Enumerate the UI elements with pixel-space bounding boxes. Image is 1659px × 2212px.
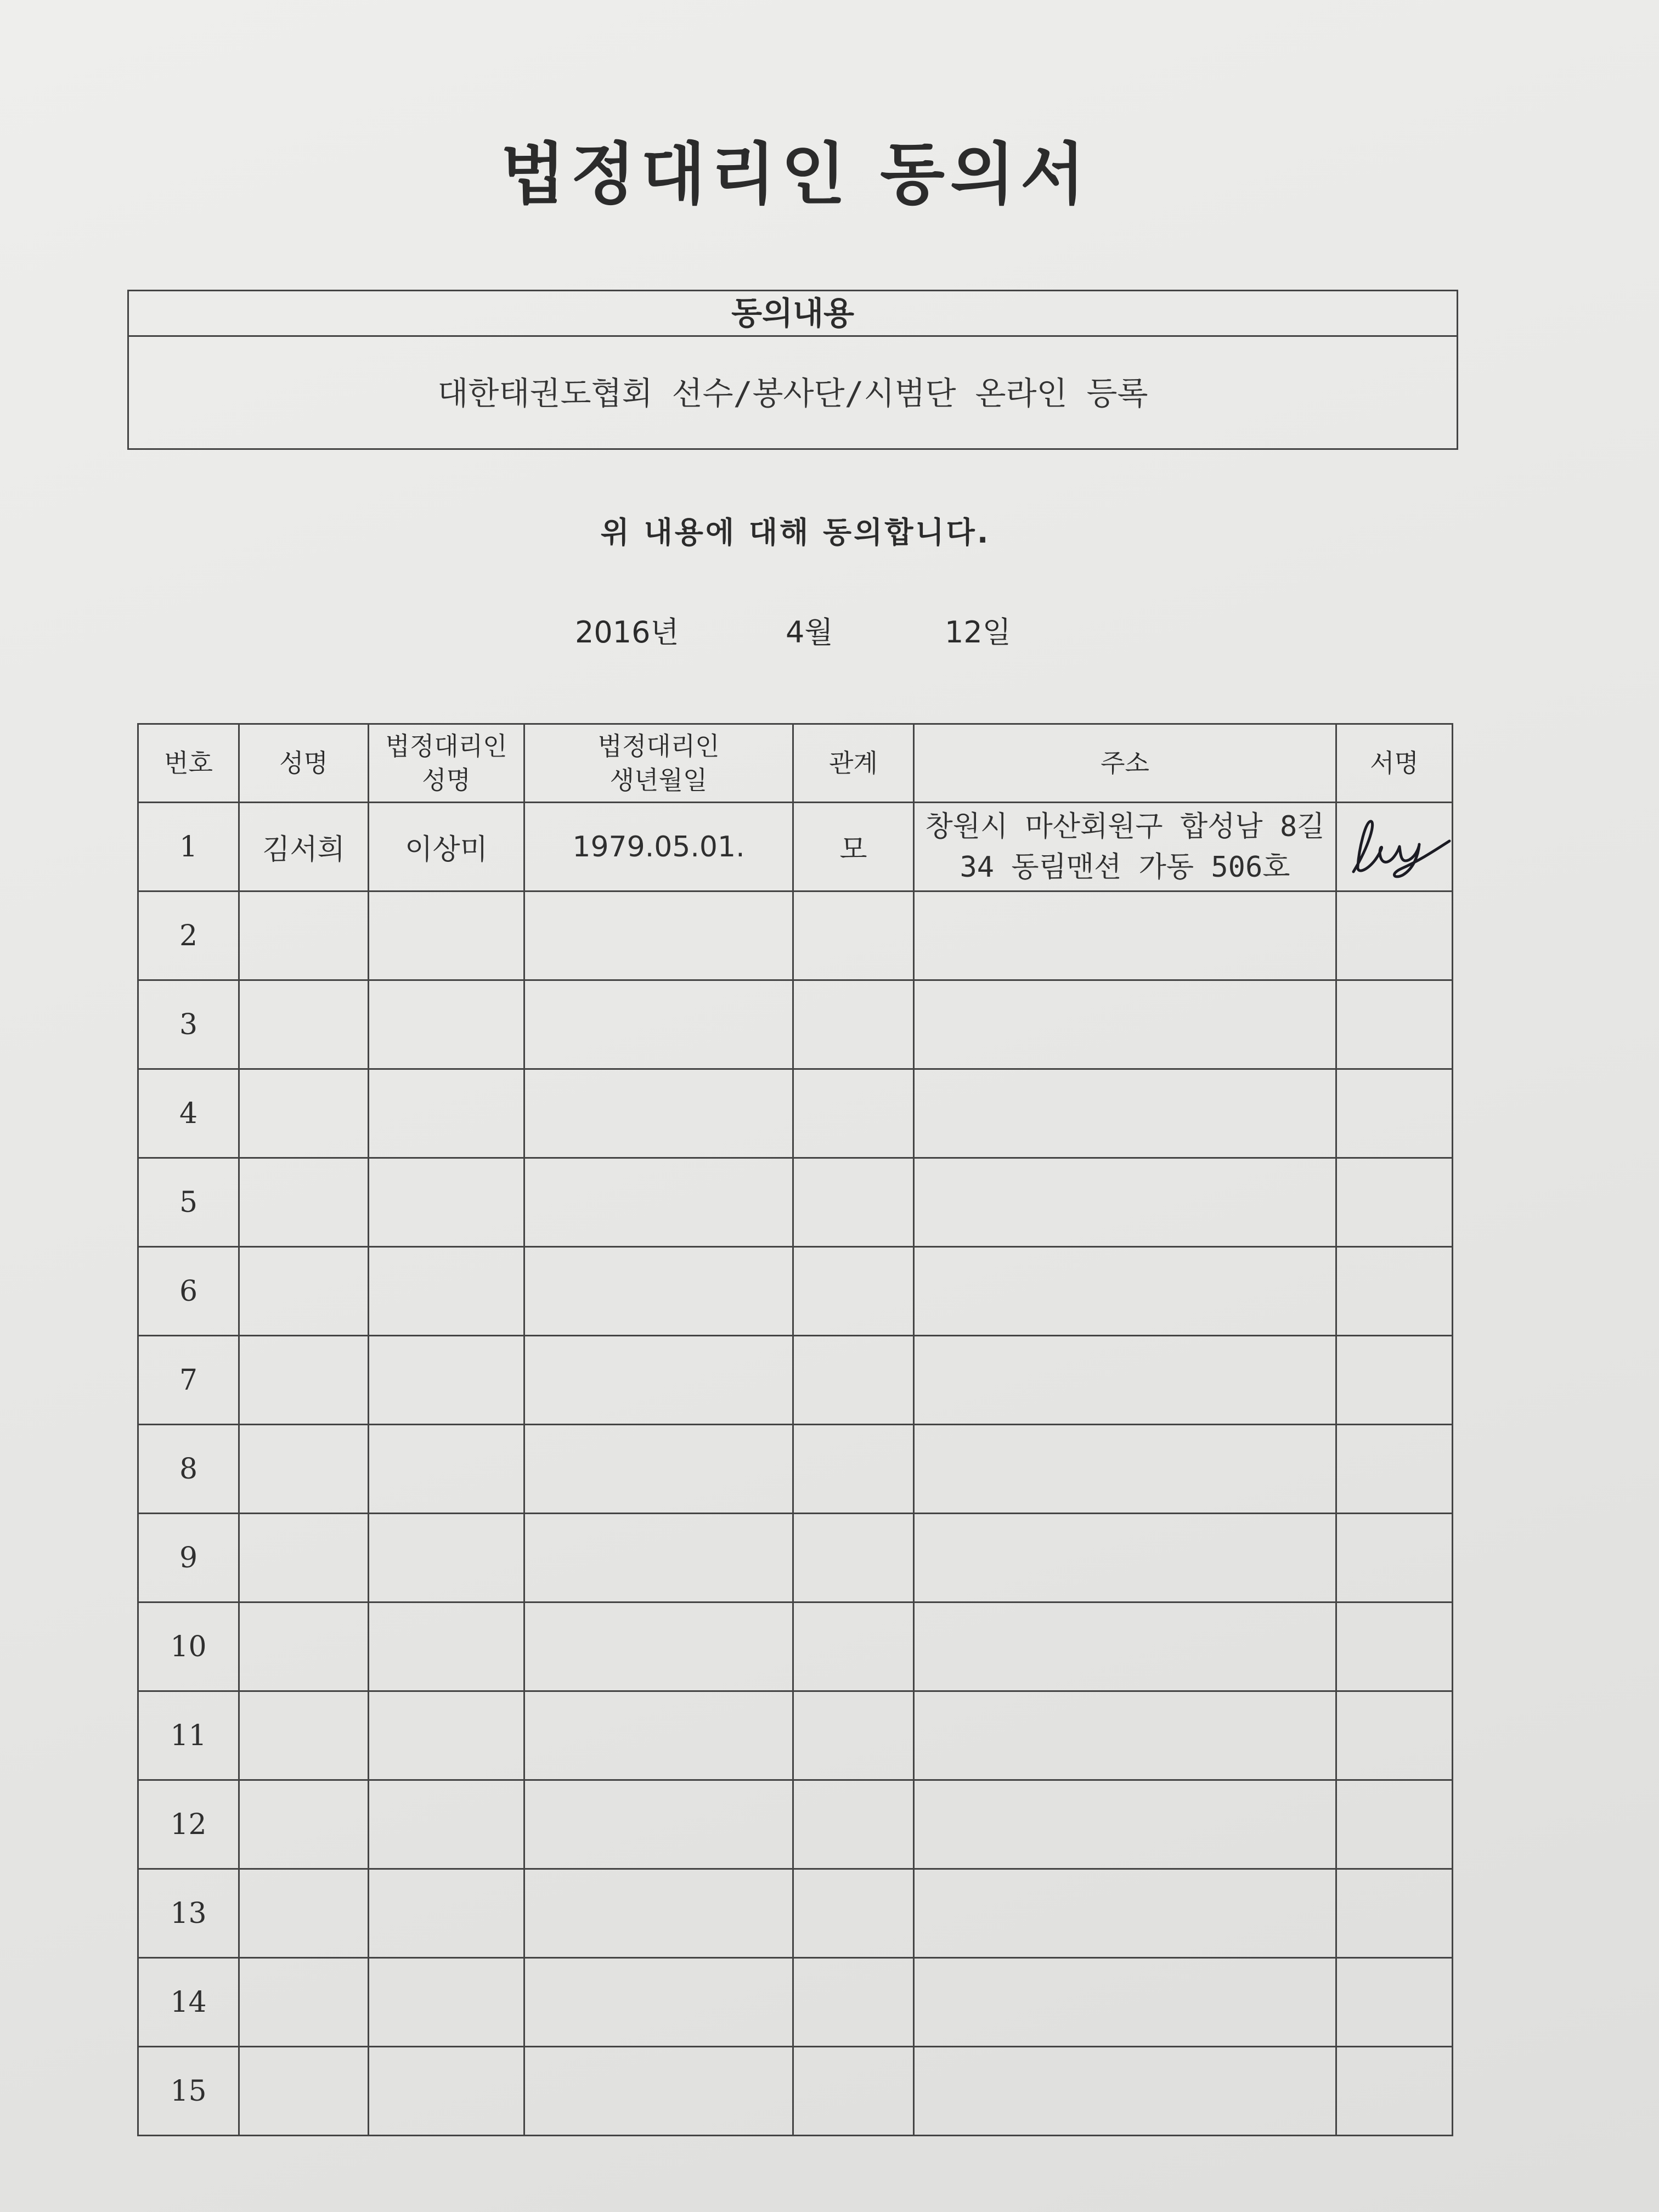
row-guardian-name [369,1514,524,1602]
row-guardian-name [369,1958,524,2047]
table-row [138,891,1453,980]
header-guardian-birth-line2: 생년월일 [610,765,708,795]
row-signature [1336,1869,1453,1958]
row-address [914,1780,1336,1869]
row-address [914,891,1336,980]
row-guardian-name [369,2047,524,2136]
document-title: 법정대리인 동의서 [500,136,1091,213]
row-signature [1336,1780,1453,1869]
row-guardian-birth: 1979.05.01. [524,803,793,891]
row-address [914,2047,1336,2136]
consent-box [127,290,1458,450]
row-relation [793,1336,914,1425]
row-address [914,1514,1336,1602]
table-row [138,980,1453,1069]
row-guardian-birth [524,1247,793,1336]
row-signature [1336,1602,1453,1691]
row-guardian-birth [524,1602,793,1691]
row-name [239,1602,369,1691]
row-guardian-name [369,1336,524,1425]
table-row [138,1869,1453,1958]
row-name [239,1247,369,1336]
row-relation [793,1958,914,2047]
row-address [914,1869,1336,1958]
row-number: 9 [138,1514,239,1602]
row-relation [793,1425,914,1514]
header-address: 주소 [914,724,1336,803]
row-guardian-name [369,1780,524,1869]
row-address [914,803,1336,891]
row-guardian-birth [524,1069,793,1158]
header-guardian-name-line1: 법정대리인 [385,731,507,761]
row-relation [793,1158,914,1247]
row-signature [1336,1425,1453,1514]
handwritten-signature [1337,811,1452,883]
row-relation [793,1869,914,1958]
table-row [138,1514,1453,1602]
table-row [138,1425,1453,1514]
row-number: 10 [138,1602,239,1691]
row-relation [793,1247,914,1336]
row-name [239,2047,369,2136]
header-name: 성명 [239,724,369,803]
row-signature [1336,1514,1453,1602]
row-relation [793,1514,914,1602]
row-address [914,1691,1336,1780]
table-row [138,1247,1453,1336]
header-relation: 관계 [793,724,914,803]
row-guardian-birth [524,1780,793,1869]
table-row [138,1336,1453,1425]
consent-header: 동의내용 [129,291,1457,337]
row-name [239,980,369,1069]
row-number: 1 [138,803,239,891]
guardian-consent-table [137,723,1453,2136]
row-guardian-name [369,980,524,1069]
row-signature [1336,1336,1453,1425]
row-signature [1336,1691,1453,1780]
row-relation: 모 [793,803,914,891]
row-address [914,1425,1336,1514]
row-name: 김서희 [239,803,369,891]
row-name [239,1336,369,1425]
row-address-line2: 34 동림맨션 가동 506호 [960,850,1290,884]
row-relation [793,1780,914,1869]
row-name [239,891,369,980]
row-relation [793,980,914,1069]
header-guardian-name [369,724,524,803]
row-guardian-name [369,1425,524,1514]
row-guardian-birth [524,1425,793,1514]
row-relation [793,1691,914,1780]
row-relation [793,891,914,980]
row-guardian-name [369,1069,524,1158]
header-guardian-birth-line1: 법정대리인 [597,731,720,761]
row-number: 3 [138,980,239,1069]
row-signature [1336,1069,1453,1158]
table-row [138,1691,1453,1780]
row-name [239,1780,369,1869]
row-address [914,980,1336,1069]
row-number: 15 [138,2047,239,2136]
row-number: 4 [138,1069,239,1158]
row-signature [1336,891,1453,980]
row-address [914,1336,1336,1425]
row-signature [1336,2047,1453,2136]
row-name [239,1691,369,1780]
table-row [138,1780,1453,1869]
row-name [239,1158,369,1247]
row-number: 11 [138,1691,239,1780]
row-signature [1336,803,1453,891]
row-number: 13 [138,1869,239,1958]
table-row [138,803,1453,891]
row-guardian-birth [524,1691,793,1780]
row-signature [1336,1958,1453,2047]
header-guardian-birth [524,724,793,803]
row-address [914,1158,1336,1247]
row-signature [1336,1247,1453,1336]
row-number: 5 [138,1158,239,1247]
row-guardian-birth [524,1958,793,2047]
row-address [914,1069,1336,1158]
row-address [914,1602,1336,1691]
date-day: 12일 [945,615,1011,650]
row-name [239,1425,369,1514]
row-guardian-birth [524,2047,793,2136]
row-guardian-birth [524,891,793,980]
table-row [138,1069,1453,1158]
header-number: 번호 [138,724,239,803]
date-year: 2016년 [575,615,679,650]
agree-statement: 위 내용에 대해 동의합니다. [600,515,991,550]
row-number: 8 [138,1425,239,1514]
table-row [138,1958,1453,2047]
row-number: 6 [138,1247,239,1336]
row-number: 2 [138,891,239,980]
table-row [138,2047,1453,2136]
row-guardian-name [369,1158,524,1247]
row-name [239,1958,369,2047]
row-relation [793,1069,914,1158]
row-guardian-name [369,1691,524,1780]
row-name [239,1069,369,1158]
date-month: 4월 [786,615,833,650]
row-address [914,1247,1336,1336]
row-name [239,1514,369,1602]
row-guardian-name [369,1602,524,1691]
row-number: 7 [138,1336,239,1425]
row-guardian-birth [524,980,793,1069]
row-signature [1336,1158,1453,1247]
row-relation [793,2047,914,2136]
row-relation [793,1602,914,1691]
row-signature [1336,980,1453,1069]
row-guardian-birth [524,1158,793,1247]
header-signature: 서명 [1336,724,1453,803]
table-header-row [138,724,1453,803]
row-guardian-birth [524,1514,793,1602]
row-number: 12 [138,1780,239,1869]
row-guardian-birth [524,1336,793,1425]
row-guardian-name [369,1247,524,1336]
consent-content: 대한태권도협회 선수/봉사단/시범단 온라인 등록 [437,375,1148,412]
row-address [914,1958,1336,2047]
row-address-line1: 창원시 마산회원구 합성남 8길 [925,810,1325,843]
row-guardian-name: 이상미 [369,803,524,891]
row-guardian-birth [524,1869,793,1958]
row-number: 14 [138,1958,239,2047]
row-guardian-name [369,1869,524,1958]
row-guardian-name [369,891,524,980]
row-name [239,1869,369,1958]
table-row [138,1158,1453,1247]
header-guardian-name-line2: 성명 [422,765,471,795]
table-row [138,1602,1453,1691]
